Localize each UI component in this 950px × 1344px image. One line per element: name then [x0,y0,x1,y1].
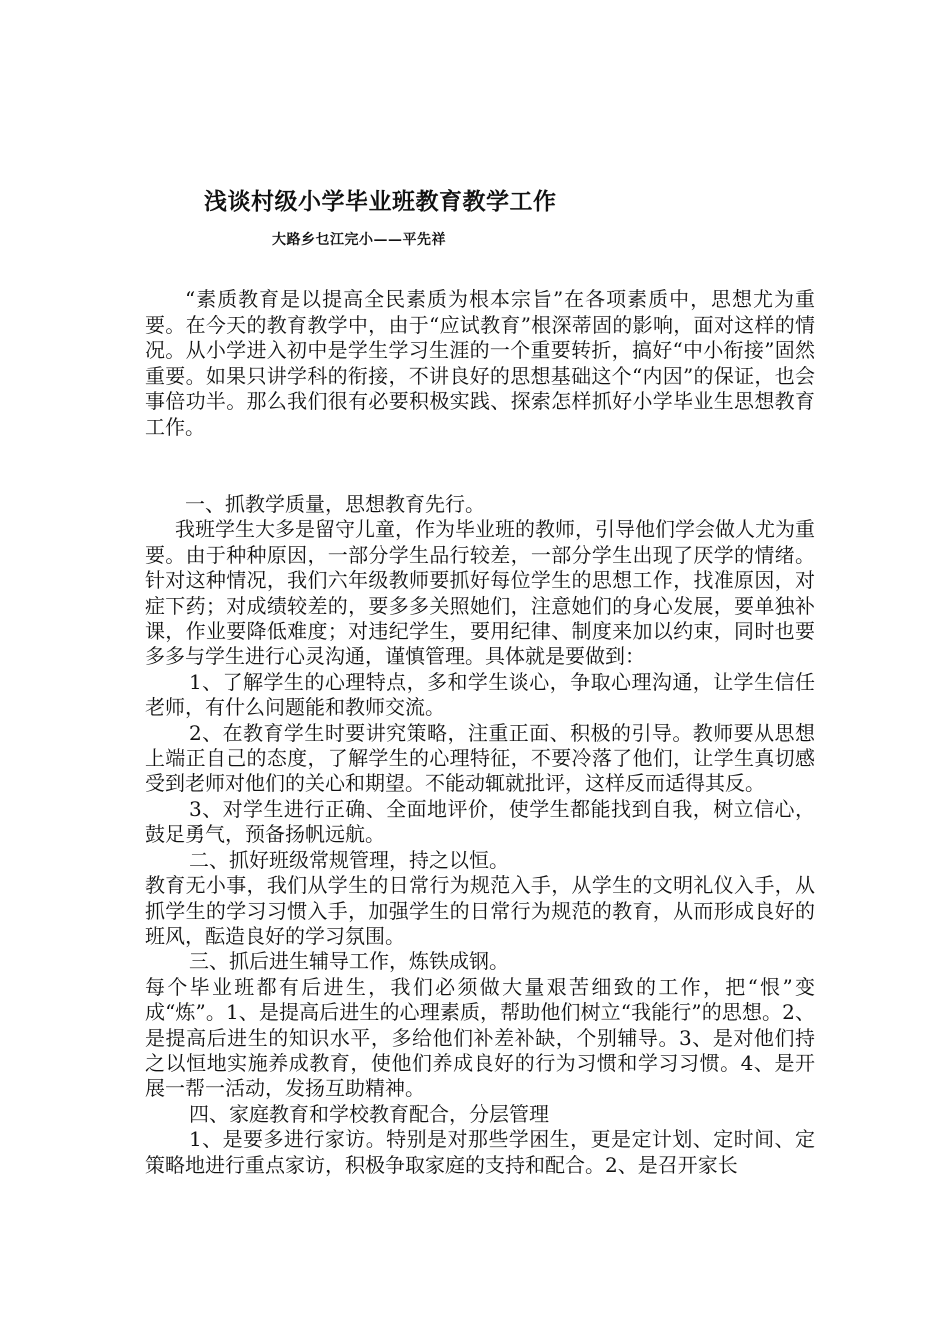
body-paragraph: 教育无小事，我们从学生的日常行为规范入手，从学生的文明礼仪入手，从抓学生的学习习惯入手，加强学生的日常行为规范的教育，从而形成良好的班风，酝造良好的学习氛围。 [145,873,815,948]
document-author: 大路乡乜江完小——平先祥 [272,232,446,248]
section-heading-4: 四、家庭教育和学校教育配合，分层管理 [189,1101,549,1126]
list-item-2: 2、在教育学生时要讲究策略，注重正面、积极的引导。教师要从思想上端正自己的态度，了解学生的心理特征，不要冷落了他们，让学生真切感受到老师对他们的关心和期望。不能动辄就批评，这样反而适得其反。 [145,720,815,796]
document-title: 浅谈村级小学毕业班教育教学工作 [204,188,557,215]
list-item-3: 3、对学生进行正确、全面地评价，使学生都能找到自我，树立信心，鼓足勇气，预备扬帆远航。 [145,796,815,847]
document-body [145,492,815,1178]
section-heading-1: 一、抓教学质量，思想教育先行。 [185,492,485,516]
intro-paragraph: “素质教育是以提高全民素质为根本宗旨”在各项素质中，思想尤为重要。在今天的教育教学中，由于“应试教育”根深蒂固的影响，面对这样的情况。从小学进入初中是学生学习生涯的一个重要转折，搞好“中小衔接”固然重要。如果只讲学科的衔接，不讲良好的思想基础这个“内因”的保证，也会事倍功半。那么我们很有必要积极实践、探索怎样抓好小学毕业生思想教育工作。 [145,287,815,439]
section-heading-3: 三、抓后进生辅导工作，炼铁成钢。 [189,949,509,974]
list-item-1: 1、了解学生的心理特点，多和学生谈心，争取心理沟通，让学生信任老师，有什么问题能和教师交流。 [145,669,815,720]
body-paragraph: 我班学生大多是留守儿童，作为毕业班的教师，引导他们学会做人尤为重要。由于种种原因，一部分学生品行较差，一部分学生出现了厌学的情绪。针对这种情况，我们六年级教师要抓好每位学生的思想工作，找准原因，对症下药；对成绩较差的，要多多关照她们，注意她们的身心发展，要单独补课，作业要降低难度；对违纪学生，要用纪律、制度来加以约束，同时也要多多与学生进行心灵沟通，谨慎管理。具体就是要做到： [145,517,815,669]
body-paragraph: 1、是要多进行家访。特别是对那些学困生，更是定计划、定时间、定策略地进行重点家访，积极争取家庭的支持和配合。2、是召开家长 [145,1127,815,1177]
body-paragraph: 每个毕业班都有后进生，我们必须做大量艰苦细致的工作，把“恨”变成“炼”。1、是提高后进生的心理素质，帮助他们树立“我能行”的思想。2、是提高后进生的知识水平，多给他们补差补缺，个别辅导。3、是对他们持之以恒地实施养成教育，使他们养成良好的行为习惯和学习习惯。4、是开展一帮一活动，发扬互助精神。 [145,974,815,1101]
section-heading-2: 二、抓好班级常规管理，持之以恒。 [189,847,509,872]
